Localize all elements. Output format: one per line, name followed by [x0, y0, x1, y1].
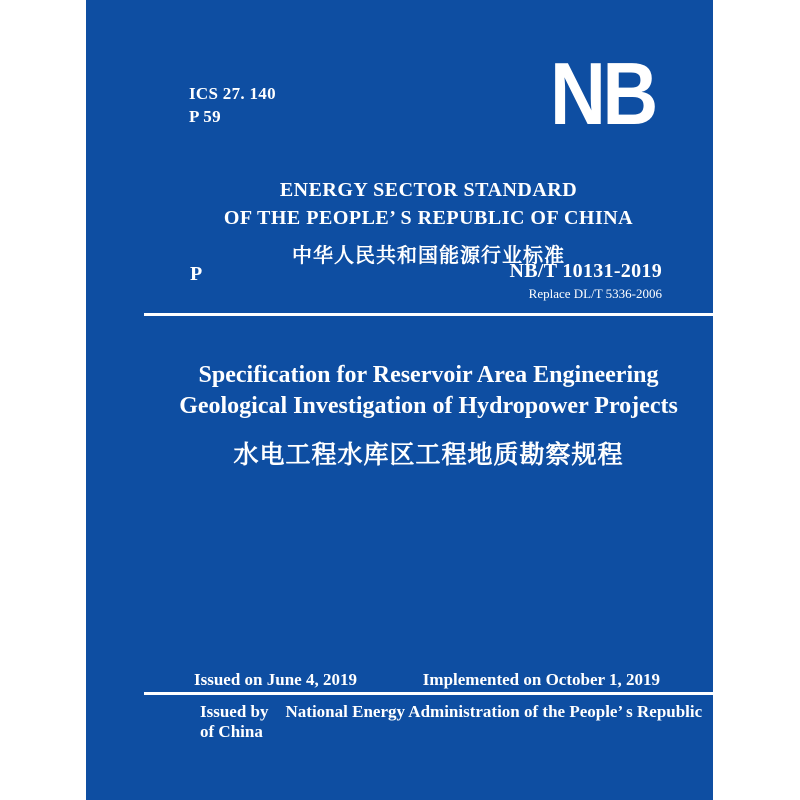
dates-row [194, 670, 660, 690]
standard-cover [86, 0, 713, 800]
issued-on-date: Issued on June 4, 2019 [194, 670, 357, 689]
standard-number-block [510, 260, 662, 302]
ics-code: ICS 27. 140 [189, 84, 276, 103]
standard-name-cn: 中华人民共和国能源行业标准 [292, 245, 565, 267]
standard-name-en-line1: ENERGY SECTOR STANDARD [279, 179, 578, 201]
title-en-line1: Specification for Reservoir Area Engineering [198, 362, 659, 388]
implemented-on-date: Implemented on October 1, 2019 [422, 670, 660, 689]
issued-by-authority: National Energy Administration of the People’ s Republic of China [200, 702, 703, 741]
title-cn: 水电工程水库区工程地质勘察规程 [233, 442, 624, 469]
classification-codes [189, 82, 276, 128]
document-title [144, 360, 713, 471]
standard-number: NB/T 10131-2019 [509, 260, 662, 282]
standard-name-header [144, 176, 713, 268]
standard-name-en-line2: OF THE PEOPLE’ S REPUBLIC OF CHINA [223, 207, 634, 229]
replaced-standard: Replace DL/T 5336-2006 [528, 286, 662, 301]
top-divider-rule [144, 313, 713, 316]
bottom-divider-rule [144, 692, 713, 695]
nb-logo: NB [550, 44, 655, 143]
issued-by-label: Issued by [200, 702, 269, 721]
class-label: P [190, 263, 203, 285]
title-en-line2: Geological Investigation of Hydropower Projects [179, 393, 678, 419]
issued-by-row [200, 702, 713, 742]
p-class-code: P 59 [189, 107, 221, 126]
